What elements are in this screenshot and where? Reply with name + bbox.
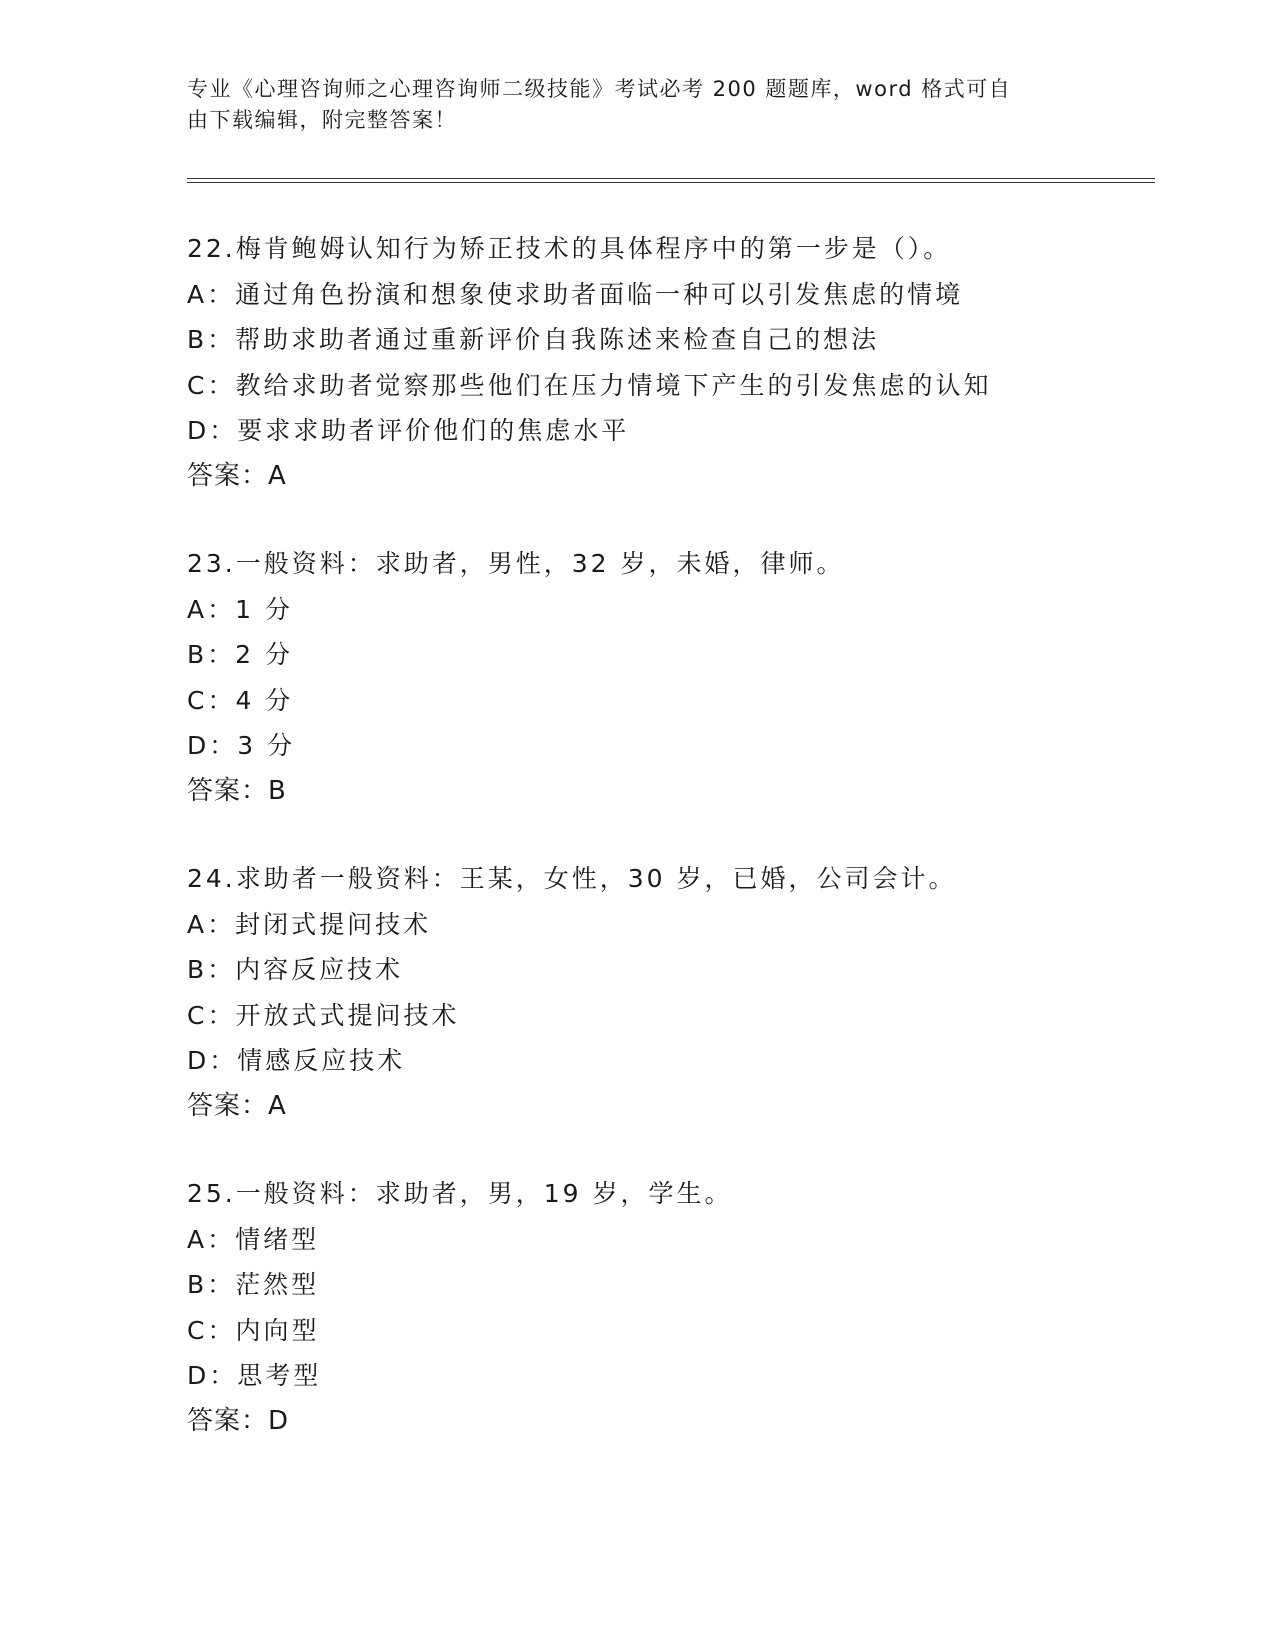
question-stem: 22.梅肯鲍姆认知行为矫正技术的具体程序中的第一步是（）。 [187, 234, 952, 263]
option-b: B：2 分 [187, 640, 294, 669]
header-divider [187, 178, 1155, 183]
option-d: D：要求求助者评价他们的焦虑水平 [187, 416, 630, 445]
question-stem: 25.一般资料：求助者，男，19 岁，学生。 [187, 1179, 733, 1208]
header-line-1: 专业《心理咨询师之心理咨询师二级技能》考试必考 200 题题库，word 格式可自 [187, 77, 1012, 101]
option-a: A：通过角色扮演和想象使求助者面临一种可以引发焦虑的情境 [187, 279, 964, 309]
answer: 答案：D [187, 1405, 290, 1436]
header-line-2: 由下载编辑，附完整答案！ [187, 108, 457, 132]
answer: 答案：B [187, 775, 287, 806]
question-stem: 23.一般资料：求助者，男性，32 岁，未婚，律师。 [187, 549, 845, 578]
question-22 [187, 226, 1187, 499]
option-b: B：帮助求助者通过重新评价自我陈述来检查自己的想法 [187, 325, 880, 354]
option-a: A：1 分 [187, 594, 293, 624]
option-a: A：情绪型 [187, 1224, 320, 1254]
option-b: B：茫然型 [187, 1270, 320, 1299]
question-25 [187, 1171, 1187, 1444]
option-b: B：内容反应技术 [187, 955, 404, 984]
option-d: D：情感反应技术 [187, 1046, 406, 1075]
option-c: C：教给求助者觉察那些他们在压力情境下产生的引发焦虑的认知 [187, 370, 992, 400]
answer: 答案：A [187, 1090, 287, 1121]
option-c: C：4 分 [187, 685, 294, 715]
option-d: D：3 分 [187, 731, 296, 760]
answer: 答案：A [187, 460, 287, 491]
option-c: C：开放式式提问技术 [187, 1000, 460, 1030]
option-c: C：内向型 [187, 1315, 320, 1345]
question-23 [187, 541, 1187, 814]
question-stem: 24.求助者一般资料：王某，女性，30 岁，已婚，公司会计。 [187, 864, 957, 893]
option-d: D：思考型 [187, 1361, 322, 1390]
question-24 [187, 856, 1187, 1129]
option-a: A：封闭式提问技术 [187, 909, 432, 939]
document-header [187, 74, 1067, 136]
